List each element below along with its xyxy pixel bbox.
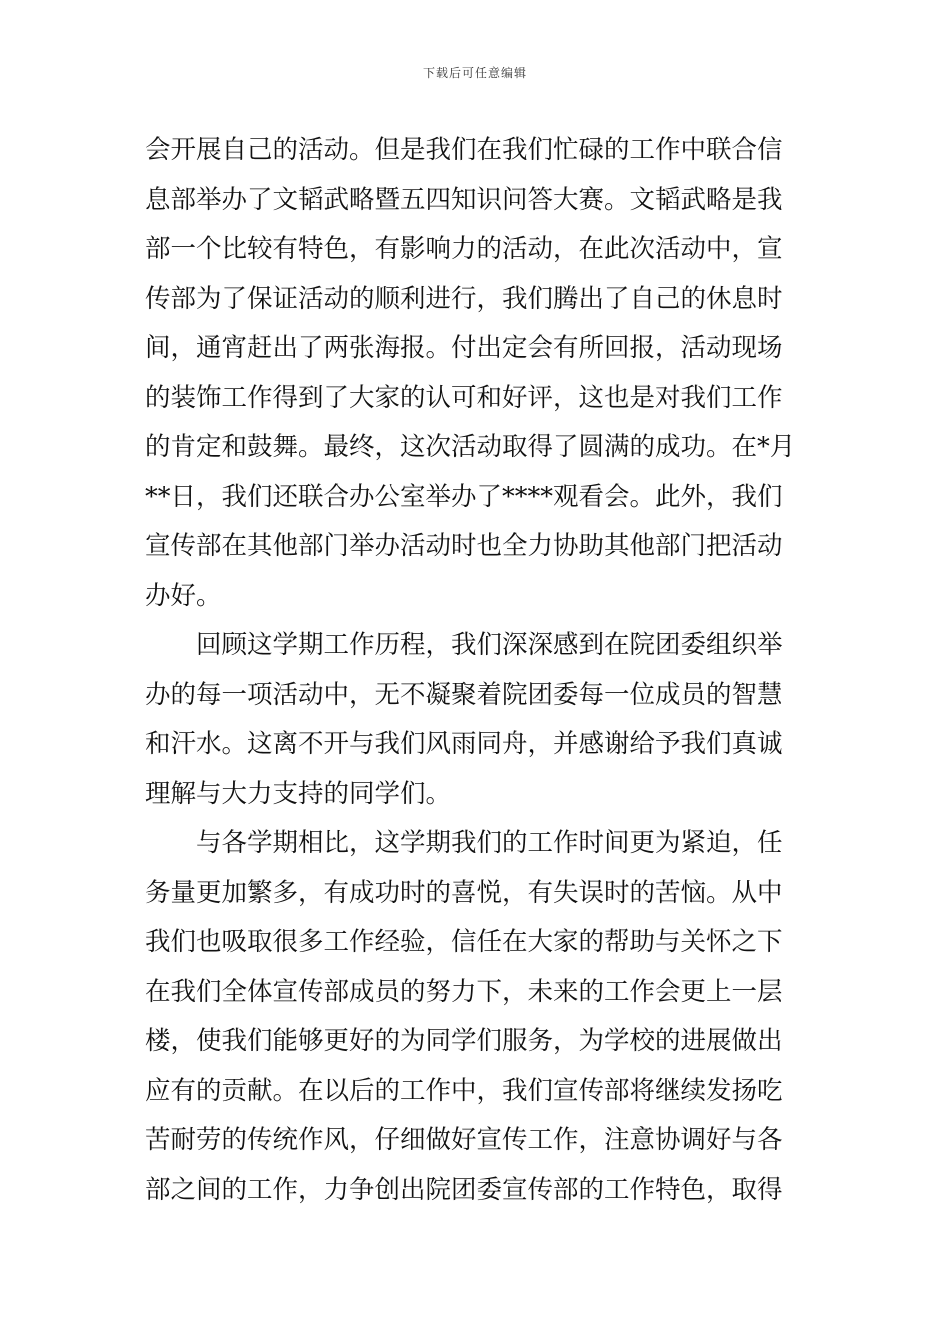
text-line: 苦耐劳的传统作风，仔细做好宣传工作，注意协调好与各 (145, 1125, 783, 1155)
text-line: 办好。 (145, 580, 222, 611)
text-line: 务量更加繁多，有成功时的喜悦，有失误时的苦恼。从中 (145, 877, 783, 908)
paragraph-first-line: 回顾这学期工作历程，我们深深感到在院团委组织举 (196, 630, 783, 660)
text-line: 间，通宵赶出了两张海报。付出定会有所回报，活动现场 (145, 333, 783, 363)
text-line: 和汗水。这离不开与我们风雨同舟，并感谢给予我们真诚 (145, 729, 783, 759)
paragraph-first-line: 与各学期相比，这学期我们的工作时间更为紧迫，任 (196, 828, 783, 858)
text-line: 的肯定和鼓舞。最终，这次活动取得了圆满的成功。在*月 (145, 432, 796, 462)
text-line: 会开展自己的活动。但是我们在我们忙碌的工作中联合信 (145, 135, 783, 165)
text-line: 应有的贡献。在以后的工作中，我们宣传部将继续发扬吃 (145, 1075, 783, 1106)
text-line: 息部举办了文韬武略暨五四知识问答大赛。文韬武略是我 (145, 184, 783, 215)
page-header: 下载后可任意编辑 (422, 66, 527, 80)
text-line: 办的每一项活动中，无不凝聚着院团委每一位成员的智慧 (145, 679, 783, 710)
text-line: 传部为了保证活动的顺利进行，我们腾出了自己的休息时 (145, 283, 783, 314)
text-line: 在我们全体宣传部成员的努力下，未来的工作会更上一层 (145, 976, 783, 1007)
text-line: 部之间的工作，力争创出院团委宣传部的工作特色，取得 (145, 1174, 783, 1205)
text-line: 的装饰工作得到了大家的认可和好评，这也是对我们工作 (145, 382, 783, 413)
text-line: 理解与大力支持的同学们。 (145, 778, 452, 809)
text-line: **日，我们还联合办公室举办了****观看会。此外，我们 (145, 481, 783, 512)
document-body (145, 126, 810, 1215)
text-line: 部一个比较有特色，有影响力的活动，在此次活动中，宣 (145, 234, 783, 264)
text-line: 我们也吸取很多工作经验，信任在大家的帮助与关怀之下 (145, 927, 783, 957)
text-line: 楼，使我们能够更好的为同学们服务，为学校的进展做出 (145, 1026, 783, 1056)
text-line: 宣传部在其他部门举办活动时也全力协助其他部门把活动 (145, 531, 783, 561)
